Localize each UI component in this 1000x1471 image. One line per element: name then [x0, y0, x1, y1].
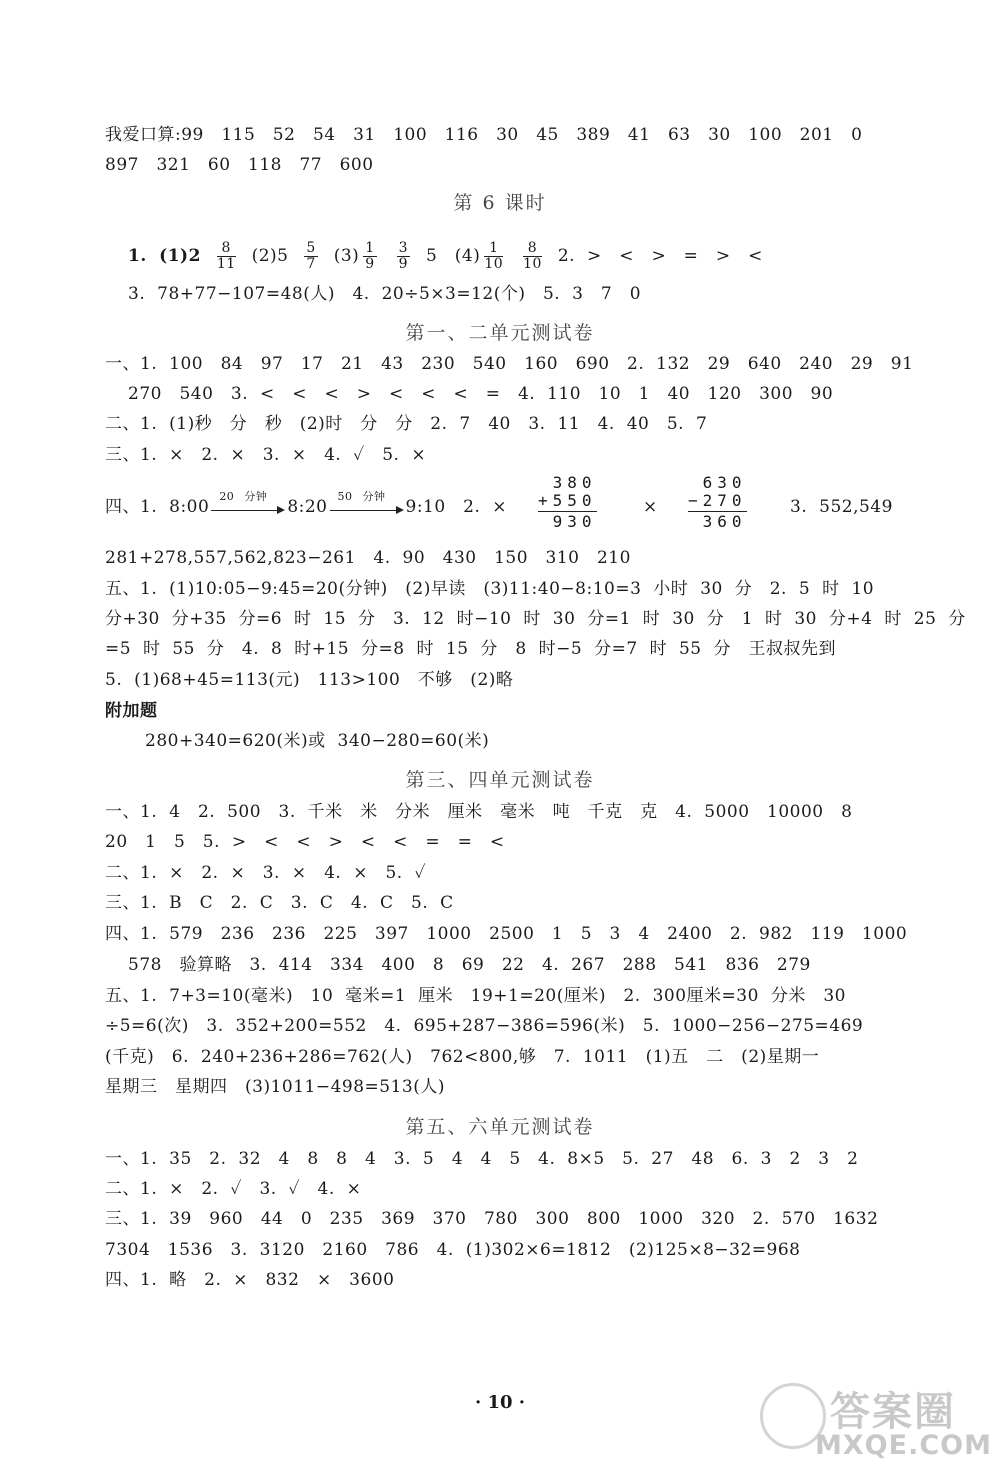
answer-line: 四、1. 579 236 236 225 397 1000 2500 1 5 3 4 2400 2. 982 119 1000 — [105, 924, 908, 944]
answer-line: 四、1. 略 2. × 832 × 3600 — [105, 1270, 395, 1290]
answer-line: (千克) 6. 240+236+286=762(人) 762<800,够 7. 1011 (1)五 二 (2)星期一 — [105, 1047, 820, 1067]
watermark-logo — [760, 1380, 990, 1465]
answer-line: 五、1. 7+3=10(毫米) 10 毫米=1 厘米 19+1=20(厘米) 2. 300厘米=30 分米 30 — [105, 986, 846, 1006]
answer-text: (3) — [333, 246, 360, 266]
fraction: $\frac{8}{11}$ — [216, 240, 236, 272]
answer-text: 5 (4) — [425, 246, 481, 266]
section-heading-lesson6: 第 6 课时 — [453, 192, 547, 214]
answer-text: 9:10 2. × — [405, 497, 508, 517]
page-number: · 10 · — [474, 1392, 526, 1413]
fraction: $\frac{5}{7}$ — [306, 240, 316, 272]
answer-line: 星期三 星期四 (3)1011−498=513(人) — [105, 1077, 445, 1097]
arrow-icon: 50 分钟 — [330, 498, 404, 518]
answer-text: 3. 552,549 — [790, 497, 893, 517]
watermark-text: 答案圈 — [830, 1389, 956, 1435]
fraction: $\frac{3}{9}$ — [398, 240, 409, 272]
answer-line: 一、1. 100 84 97 17 21 43 230 540 160 690 2. 132 29 640 240 29 91 — [105, 354, 914, 374]
answer-line: 281+278,557,562,823−261 4. 90 430 150 310 210 — [105, 548, 631, 568]
answer-line: ÷5=6(次) 3. 352+200=552 4. 695+287−386=596(米) 5. 1000−256−275=469 — [105, 1016, 864, 1036]
answer-line: 5. (1)68+45=113(元) 113>100 不够 (2)略 — [105, 670, 514, 690]
lesson6-line-1 — [128, 236, 938, 276]
fraction: $\frac{1}{10}$ — [484, 240, 504, 272]
answer-line: =5 时 55 分 4. 8 时+15 分=8 时 15 分 8 时−5 分=7 时 55 分 王叔叔先到 — [105, 639, 837, 659]
answer-line: 三、1. 39 960 44 0 235 369 370 780 300 800 1000 320 2. 570 1632 — [105, 1209, 879, 1229]
answer-line: 一、1. 4 2. 500 3. 千米 米 分米 厘米 毫米 吨 千克 克 4. 5000 10000 8 — [105, 802, 853, 822]
bonus-heading: 附加题 — [105, 701, 158, 721]
fraction: $\frac{1}{9}$ — [365, 240, 375, 272]
answer-line: 三、1. × 2. × 3. × 4. ✓ 5. × — [105, 445, 427, 465]
answer-text: 1. (1)2 — [128, 246, 201, 266]
answer-text: 四、1. 8:00 — [105, 497, 210, 517]
wrong-mark: × — [643, 497, 658, 517]
answer-line: 7304 1536 3. 3120 2160 786 4. (1)302×6=1812 (2)125×8−32=968 — [105, 1240, 801, 1260]
section-heading-unit5-6: 第五、六单元测试卷 — [405, 1116, 595, 1138]
answer-line: 分+30 分+35 分=6 时 15 分 3. 12 时−10 时 30 分=1 时 30 分 1 时 30 分+4 时 25 分 — [105, 609, 966, 629]
answer-text: (2)5 — [251, 246, 289, 266]
answer-line: 二、1. (1)秒 分 秒 (2)时 分 分 2. 7 40 3. 11 4. 40 5. 7 — [105, 414, 708, 434]
oral-calc-line: 我爱口算:99 115 52 54 31 100 116 30 45 389 41 63 30 100 201 0 — [105, 125, 863, 145]
answer-line: 二、1. × 2. × 3. × 4. × 5. ✓ — [105, 863, 427, 883]
answer-line: 578 验算略 3. 414 334 400 8 69 22 4. 267 288 541 836 279 — [128, 955, 811, 975]
answer-line: 280+340=620(米)或 340−280=60(米) — [145, 731, 490, 751]
fraction: $\frac{8}{10}$ — [523, 240, 542, 272]
vertical-calc-addition: 380 +550 930 — [538, 473, 597, 531]
answer-line: 五、1. (1)10:05−9:45=20(分钟) (2)早读 (3)11:40−8:10=3 小时 30 分 2. 5 时 10 — [105, 579, 875, 599]
section-heading-unit3-4: 第三、四单元测试卷 — [405, 769, 595, 791]
arrow-icon: 20 分钟 — [211, 498, 285, 518]
answer-line: 20 1 5 5. > < < > < < = = < — [105, 832, 505, 852]
oral-calc-line-2: 897 321 60 118 77 600 — [105, 155, 374, 175]
answer-line: 一、1. 35 2. 32 4 8 8 4 3. 5 4 4 5 4. 8×5 5. 27 48 6. 3 2 3 2 — [105, 1149, 859, 1169]
answer-text: 8:20 — [287, 497, 328, 517]
answer-line: 三、1. B C 2. C 3. C 4. C 5. C — [105, 893, 454, 913]
lesson6-line-2: 3. 78+77−107=48(人) 4. 20÷5×3=12(个) 5. 3 7 0 — [128, 284, 642, 304]
vertical-calc-subtraction: 630 −270 360 — [688, 473, 747, 531]
answer-line: 二、1. × 2. ✓ 3. ✓ 4. × — [105, 1179, 362, 1199]
answer-line: 270 540 3. < < < > < < < = 4. 110 10 1 40 120 300 90 — [128, 384, 834, 404]
section-heading-unit1-2: 第一、二单元测试卷 — [405, 322, 595, 344]
answer-text: 2. > < > = > < — [557, 246, 763, 266]
watermark-url: MXQE.COM — [815, 1430, 992, 1461]
